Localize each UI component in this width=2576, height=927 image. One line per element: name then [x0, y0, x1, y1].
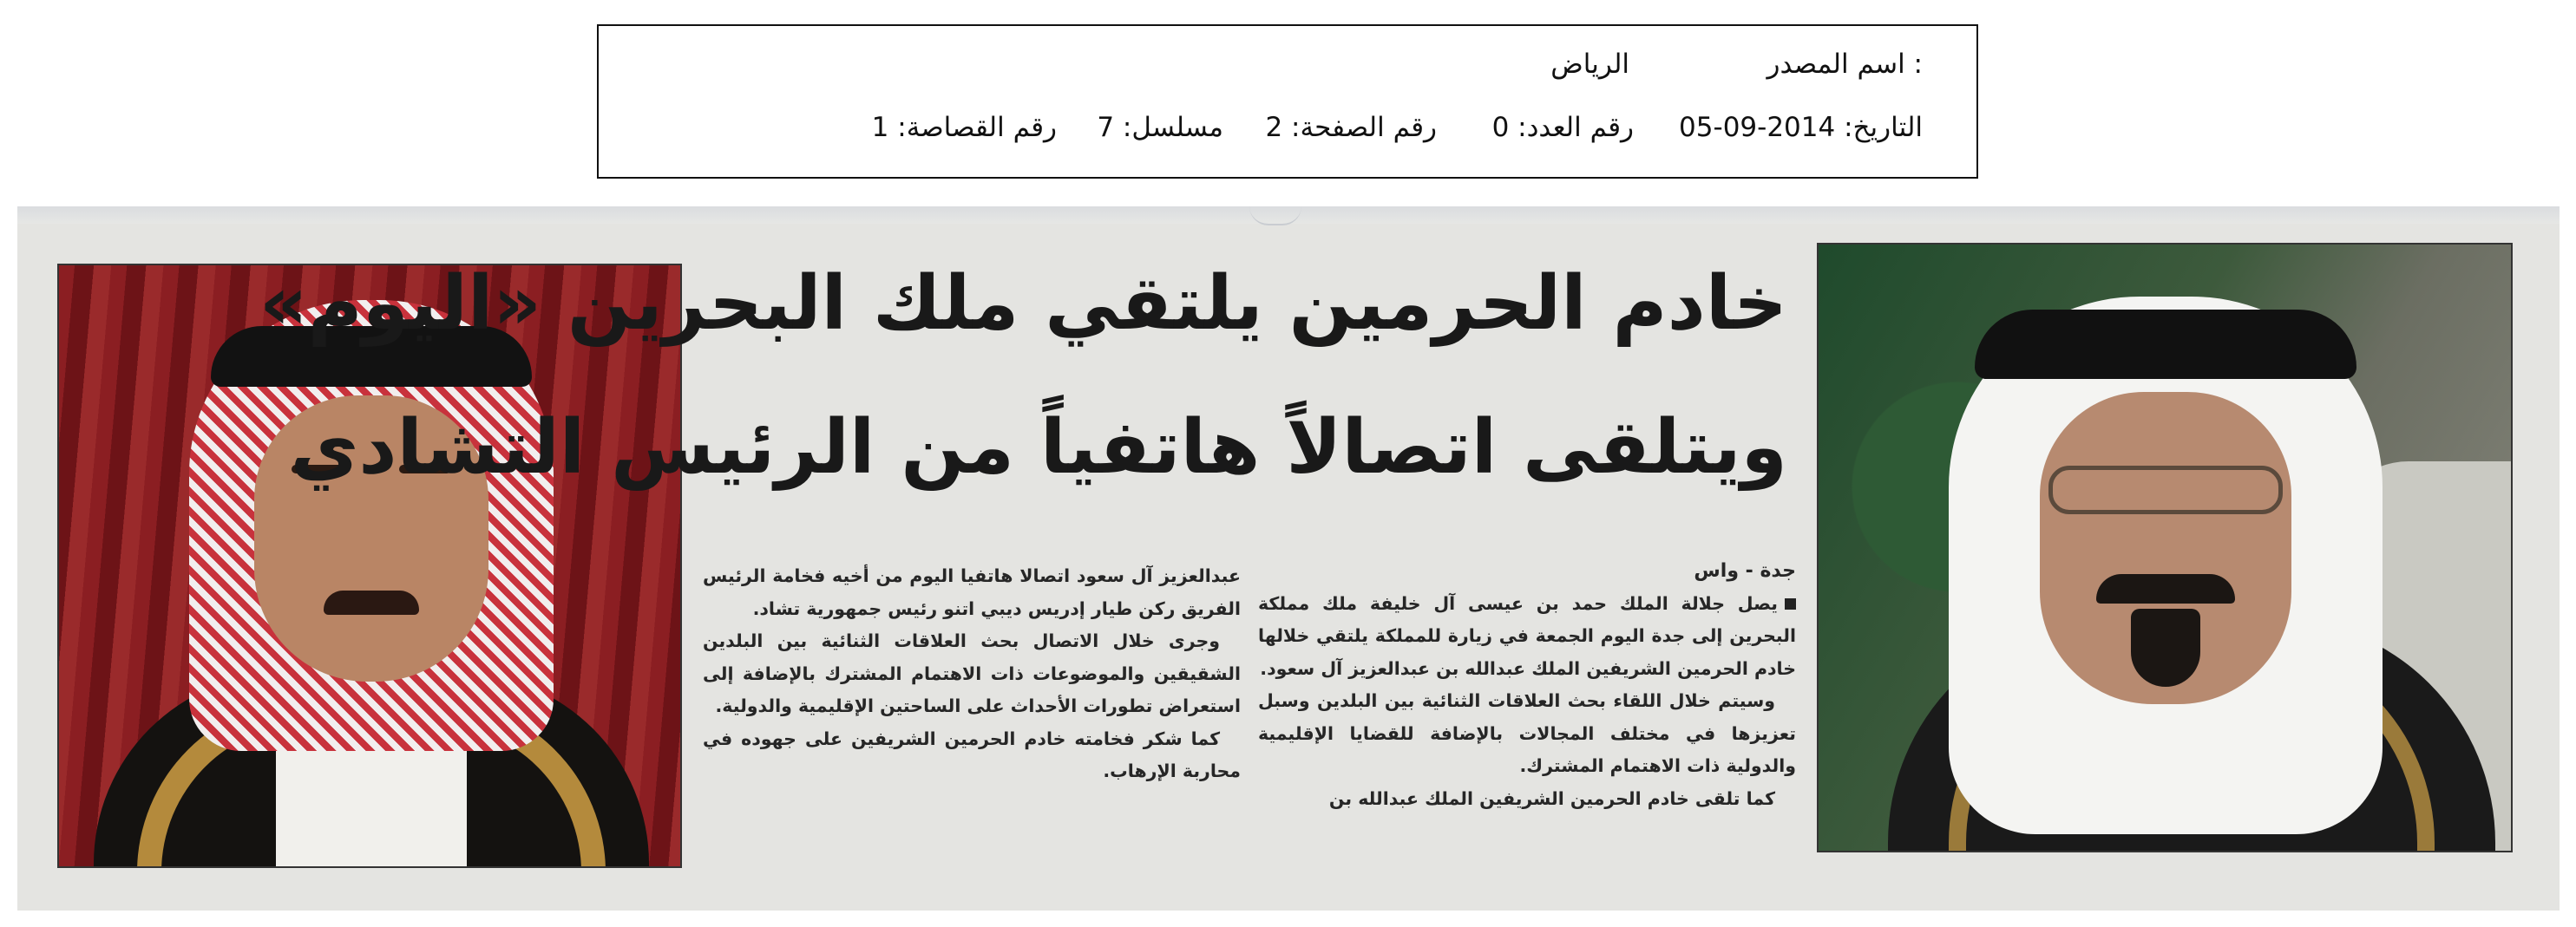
paragraph: عبدالعزيز آل سعود اتصالا هاتفيا اليوم من أخيه فخامة الرئيس الفريق ركن طيار إدريس ديبي اتنو رئيس جمهورية تشاد.: [703, 565, 1241, 619]
date-field: التاريخ: 2014-09-05: [1679, 112, 1923, 143]
mustache: [324, 591, 419, 615]
source-row: [599, 47, 1976, 82]
clipping-metadata-box: [597, 24, 1978, 179]
paragraph: كما تلقى خادم الحرمين الشريفين الملك عبدالله بن: [1328, 787, 1775, 809]
details-row: [599, 110, 1976, 145]
agal: [1975, 310, 2356, 379]
paragraph: وسيتم خلال اللقاء بحث العلاقات الثنائية بين البلدين وسبل تعزيزها في مختلف المجالات بالإضافة للقضايا الإقليمية والدولية ذات الاهتمام المشترك.: [1258, 690, 1796, 776]
source-value: الرياض: [1550, 49, 1629, 80]
glasses: [2048, 466, 2283, 514]
dateline: جدة - واس: [1694, 560, 1796, 582]
headline-line-1: خادم الحرمين يلتقي ملك البحرين «اليوم»: [259, 260, 1787, 347]
bahrain-king-photo: [57, 264, 682, 868]
paragraph: وجرى خلال الاتصال بحث العلاقات الثنائية بين البلدين الشقيقين والموضوعات ذات الاهتمام المشترك بالإضافة إلى استعراض تطورات الأحداث على الساحتين الإقليمية والدولية.: [703, 630, 1241, 716]
square-bullet-icon: [1785, 598, 1796, 610]
page-number-field: رقم الصفحة: 2: [1265, 112, 1437, 143]
paragraph: كما شكر فخامته خادم الحرمين الشريفين على جهوده في محاربة الإرهاب.: [703, 728, 1241, 781]
issue-number-field: رقم العدد: 0: [1491, 112, 1634, 143]
beard: [2131, 609, 2200, 687]
saudi-king-photo: [1817, 243, 2513, 852]
headline-line-2: ويتلقى اتصالاً هاتفياً من الرئيس التشادي: [290, 404, 1787, 491]
newspaper-clipping: [17, 206, 2560, 911]
article-column-left: [703, 560, 1241, 788]
article-column-right: [1258, 555, 1796, 815]
serial-field: مسلسل: 7: [1097, 112, 1223, 143]
paragraph: يصل جلالة الملك حمد بن عيسى آل خليفة ملك مملكة البحرين إلى جدة اليوم الجمعة في زيارة للمملكة يلتقي خلالها خادم الحرمين الشريفين الملك عبدالله بن عبدالعزيز آل سعود.: [1258, 592, 1796, 679]
source-label: اسم المصدر :: [1766, 49, 1923, 80]
clipping-number-field: رقم القصاصة: 1: [871, 112, 1057, 143]
